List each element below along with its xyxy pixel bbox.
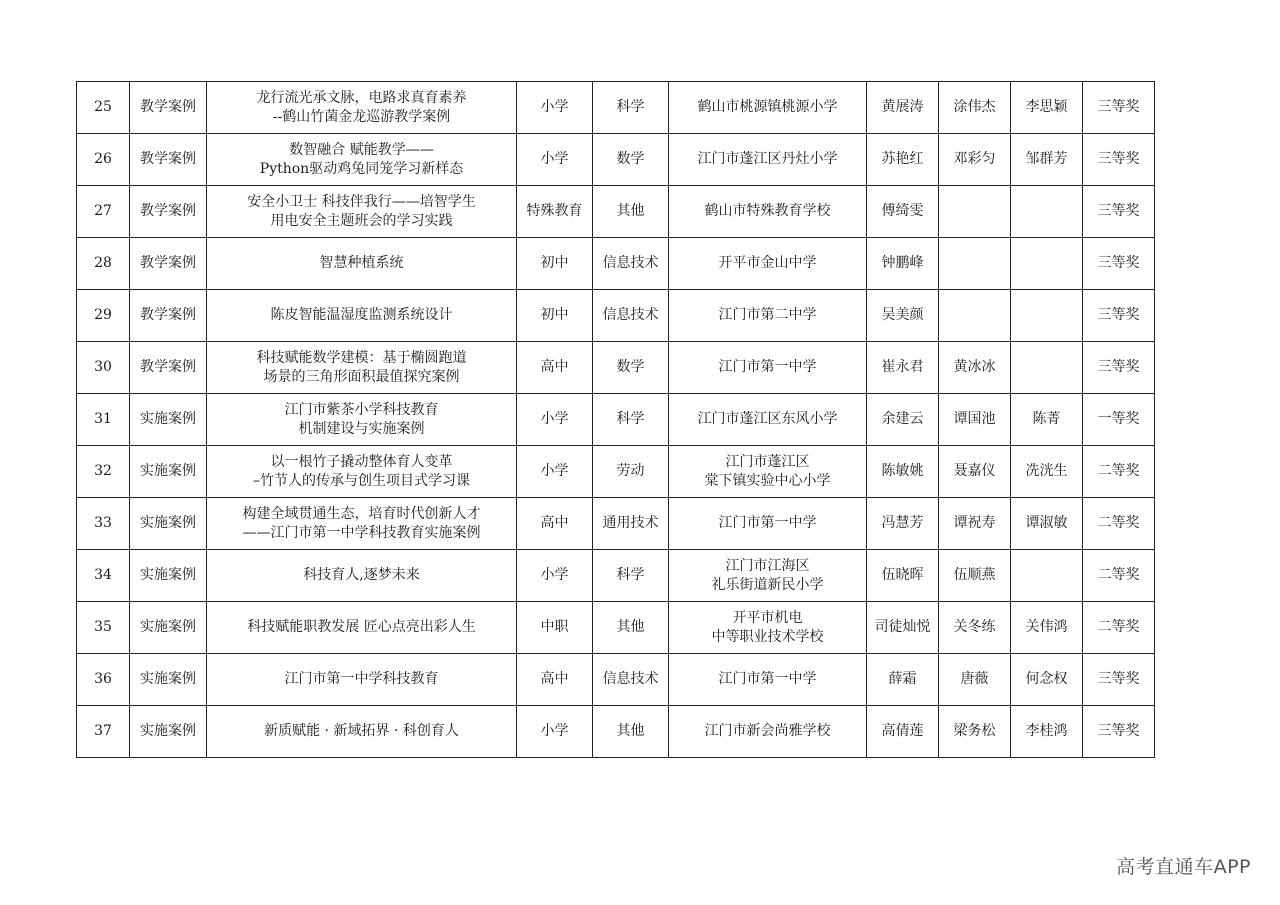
cell-title-line: 以一根竹子撬动整体育人变革 (270, 453, 453, 470)
cell-author-3 (1011, 290, 1083, 342)
cell-title-line: –竹节人的传承与创生项目式学习课 (253, 472, 470, 489)
cell-author-3: 关伟鸿 (1011, 602, 1083, 654)
cell-author-3: 李思颖 (1011, 82, 1083, 134)
cell-author-3 (1011, 186, 1083, 238)
cell-school-level: 小学 (517, 446, 593, 498)
table-row (77, 602, 1155, 654)
cell-school (669, 498, 867, 550)
cell-title (207, 342, 517, 394)
cell-category: 实施案例 (130, 394, 207, 446)
cell-school (669, 82, 867, 134)
cell-school-level: 高中 (517, 498, 593, 550)
cell-award: 三等奖 (1083, 654, 1155, 706)
cell-author-3: 陈菁 (1011, 394, 1083, 446)
cell-school (669, 186, 867, 238)
awards-table (76, 81, 1155, 758)
cell-school-line: 中等职业技术学校 (711, 628, 824, 645)
cell-category: 实施案例 (130, 602, 207, 654)
cell-category: 教学案例 (130, 134, 207, 186)
cell-school-line: 江门市蓬江区丹灶小学 (697, 151, 838, 167)
cell-subject: 数学 (593, 342, 669, 394)
cell-school-line: 江门市第二中学 (718, 307, 817, 323)
cell-title-line: 陈皮智能温湿度监测系统设计 (270, 307, 453, 323)
cell-title-line: 龙行流光承文脉，电路求真育素养 (256, 89, 467, 106)
table-row (77, 186, 1155, 238)
cell-school-level: 小学 (517, 706, 593, 758)
cell-subject: 其他 (593, 706, 669, 758)
cell-award: 二等奖 (1083, 446, 1155, 498)
table-row (77, 290, 1155, 342)
table-row (77, 342, 1155, 394)
cell-category: 实施案例 (130, 654, 207, 706)
cell-number: 34 (77, 550, 130, 602)
cell-subject: 信息技术 (593, 654, 669, 706)
cell-school-line: 江门市蓬江区 (725, 453, 810, 470)
cell-award: 三等奖 (1083, 134, 1155, 186)
cell-author-1: 黄展涛 (867, 82, 939, 134)
cell-title-line: 智慧种植系统 (319, 255, 404, 271)
cell-number: 25 (77, 82, 130, 134)
cell-title (207, 654, 517, 706)
cell-category: 教学案例 (130, 290, 207, 342)
cell-title (207, 134, 517, 186)
cell-subject: 信息技术 (593, 290, 669, 342)
cell-school (669, 394, 867, 446)
cell-title-line: 机制建设与实施案例 (298, 420, 425, 437)
cell-school (669, 134, 867, 186)
cell-subject: 通用技术 (593, 498, 669, 550)
cell-school-line: 棠下镇实验中心小学 (704, 472, 831, 489)
cell-school (669, 238, 867, 290)
cell-school-line: 鹤山市桃源镇桃源小学 (697, 99, 838, 115)
table-row (77, 654, 1155, 706)
cell-title-line: 江门市第一中学科技教育 (284, 671, 439, 687)
cell-school (669, 602, 867, 654)
cell-title-line: 数智融合 赋能教学—— (289, 141, 434, 158)
cell-school-level: 小学 (517, 550, 593, 602)
cell-author-1: 高倩莲 (867, 706, 939, 758)
cell-category: 实施案例 (130, 446, 207, 498)
cell-school-line: 江门市第一中学 (718, 359, 817, 375)
cell-title-line: 构建全域贯通生态，培育时代创新人才 (242, 505, 481, 522)
cell-author-1: 钟鹏峰 (867, 238, 939, 290)
cell-school-level: 初中 (517, 238, 593, 290)
cell-school-level: 特殊教育 (517, 186, 593, 238)
cell-category: 教学案例 (130, 342, 207, 394)
cell-author-1: 余建云 (867, 394, 939, 446)
table-row (77, 498, 1155, 550)
cell-title (207, 238, 517, 290)
cell-author-2: 谭国池 (939, 394, 1011, 446)
cell-school-level: 高中 (517, 342, 593, 394)
cell-school-level: 高中 (517, 654, 593, 706)
table-row (77, 550, 1155, 602)
cell-author-1: 薛霜 (867, 654, 939, 706)
table-row (77, 706, 1155, 758)
cell-award: 三等奖 (1083, 290, 1155, 342)
cell-author-1: 崔永君 (867, 342, 939, 394)
cell-school-line: 江门市江海区 (725, 557, 810, 574)
cell-author-3: 冼洸生 (1011, 446, 1083, 498)
cell-subject: 科学 (593, 394, 669, 446)
cell-author-1: 傅绮雯 (867, 186, 939, 238)
cell-title (207, 550, 517, 602)
cell-category: 实施案例 (130, 498, 207, 550)
cell-author-3: 李桂鸿 (1011, 706, 1083, 758)
cell-author-1: 伍晓晖 (867, 550, 939, 602)
cell-subject: 数学 (593, 134, 669, 186)
cell-title (207, 446, 517, 498)
cell-subject: 信息技术 (593, 238, 669, 290)
cell-award: 二等奖 (1083, 602, 1155, 654)
cell-school-line: 江门市第一中学 (718, 515, 817, 531)
cell-title-line: 科技赋能职教发展 匠心点亮出彩人生 (247, 619, 476, 635)
cell-title-line: 新质赋能 · 新域拓界 · 科创育人 (264, 723, 459, 739)
cell-number: 36 (77, 654, 130, 706)
cell-subject: 科学 (593, 82, 669, 134)
cell-school-level: 小学 (517, 82, 593, 134)
cell-author-2: 伍顺燕 (939, 550, 1011, 602)
cell-school-line: 鹤山市特殊教育学校 (704, 203, 831, 219)
cell-title (207, 498, 517, 550)
cell-author-3: 邹群芳 (1011, 134, 1083, 186)
cell-title (207, 290, 517, 342)
table-row (77, 82, 1155, 134)
cell-category: 教学案例 (130, 82, 207, 134)
cell-category: 教学案例 (130, 238, 207, 290)
cell-title-line: 安全小卫士 科技伴我行——培智学生 (247, 193, 476, 210)
cell-subject: 其他 (593, 186, 669, 238)
cell-school (669, 550, 867, 602)
cell-school (669, 290, 867, 342)
cell-number: 28 (77, 238, 130, 290)
cell-author-1: 陈敏姚 (867, 446, 939, 498)
cell-author-2: 唐薇 (939, 654, 1011, 706)
cell-title-line: --鹤山竹菌金龙巡游教学案例 (272, 108, 451, 125)
cell-author-2: 谭祝寿 (939, 498, 1011, 550)
cell-school-line: 江门市蓬江区东风小学 (697, 411, 838, 427)
cell-author-2: 涂伟杰 (939, 82, 1011, 134)
cell-award: 三等奖 (1083, 706, 1155, 758)
cell-category: 实施案例 (130, 550, 207, 602)
cell-number: 26 (77, 134, 130, 186)
cell-category: 实施案例 (130, 706, 207, 758)
cell-school-line: 江门市第一中学 (718, 671, 817, 687)
cell-award: 二等奖 (1083, 550, 1155, 602)
cell-school-level: 中职 (517, 602, 593, 654)
cell-author-1: 苏艳红 (867, 134, 939, 186)
cell-title-line: Python驱动鸡兔同笼学习新样态 (259, 160, 464, 177)
cell-school (669, 654, 867, 706)
cell-award: 三等奖 (1083, 238, 1155, 290)
cell-author-2: 梁务松 (939, 706, 1011, 758)
cell-author-2: 聂嘉仪 (939, 446, 1011, 498)
cell-school (669, 706, 867, 758)
cell-author-1: 冯慧芳 (867, 498, 939, 550)
cell-author-3 (1011, 550, 1083, 602)
cell-award: 二等奖 (1083, 498, 1155, 550)
cell-author-2: 关冬练 (939, 602, 1011, 654)
table-row (77, 394, 1155, 446)
cell-title-line: 科技育人,逐梦未来 (303, 567, 420, 583)
table-body (77, 82, 1155, 758)
cell-title (207, 394, 517, 446)
cell-author-2: 邓彩匀 (939, 134, 1011, 186)
cell-author-2: 黄冰冰 (939, 342, 1011, 394)
cell-author-2 (939, 238, 1011, 290)
table-row (77, 446, 1155, 498)
cell-author-3: 何念权 (1011, 654, 1083, 706)
cell-title-line: 江门市紫茶小学科技教育 (284, 401, 439, 418)
cell-number: 35 (77, 602, 130, 654)
cell-number: 32 (77, 446, 130, 498)
cell-author-1: 吴美颜 (867, 290, 939, 342)
cell-author-2 (939, 290, 1011, 342)
cell-number: 29 (77, 290, 130, 342)
cell-subject: 劳动 (593, 446, 669, 498)
cell-award: 三等奖 (1083, 342, 1155, 394)
cell-school-line: 江门市新会尚雅学校 (704, 723, 831, 739)
cell-title-line: ——江门市第一中学科技教育实施案例 (242, 524, 481, 541)
cell-school-level: 小学 (517, 394, 593, 446)
cell-author-3: 谭淑敏 (1011, 498, 1083, 550)
cell-subject: 科学 (593, 550, 669, 602)
cell-title (207, 186, 517, 238)
cell-author-1: 司徒灿悦 (867, 602, 939, 654)
cell-author-3 (1011, 238, 1083, 290)
cell-school (669, 342, 867, 394)
cell-school-line: 开平市机电 (732, 609, 803, 626)
cell-award: 一等奖 (1083, 394, 1155, 446)
cell-number: 37 (77, 706, 130, 758)
cell-school-line: 开平市金山中学 (718, 255, 817, 271)
cell-number: 30 (77, 342, 130, 394)
cell-award: 三等奖 (1083, 186, 1155, 238)
table-row (77, 238, 1155, 290)
cell-school (669, 446, 867, 498)
cell-title (207, 82, 517, 134)
cell-number: 33 (77, 498, 130, 550)
cell-title-line: 场景的三角形面积最值探究案例 (263, 368, 460, 385)
cell-title-line: 用电安全主题班会的学习实践 (270, 212, 453, 229)
cell-author-2 (939, 186, 1011, 238)
cell-school-line: 礼乐街道新民小学 (711, 576, 824, 593)
cell-number: 31 (77, 394, 130, 446)
cell-award: 三等奖 (1083, 82, 1155, 134)
cell-number: 27 (77, 186, 130, 238)
cell-title (207, 706, 517, 758)
watermark-text: 高考直通车APP (1116, 856, 1251, 878)
table-row (77, 134, 1155, 186)
cell-author-3 (1011, 342, 1083, 394)
cell-subject: 其他 (593, 602, 669, 654)
cell-category: 教学案例 (130, 186, 207, 238)
cell-title-line: 科技赋能数学建模：基于椭圆跑道 (256, 349, 467, 366)
cell-title (207, 602, 517, 654)
cell-school-level: 初中 (517, 290, 593, 342)
cell-school-level: 小学 (517, 134, 593, 186)
